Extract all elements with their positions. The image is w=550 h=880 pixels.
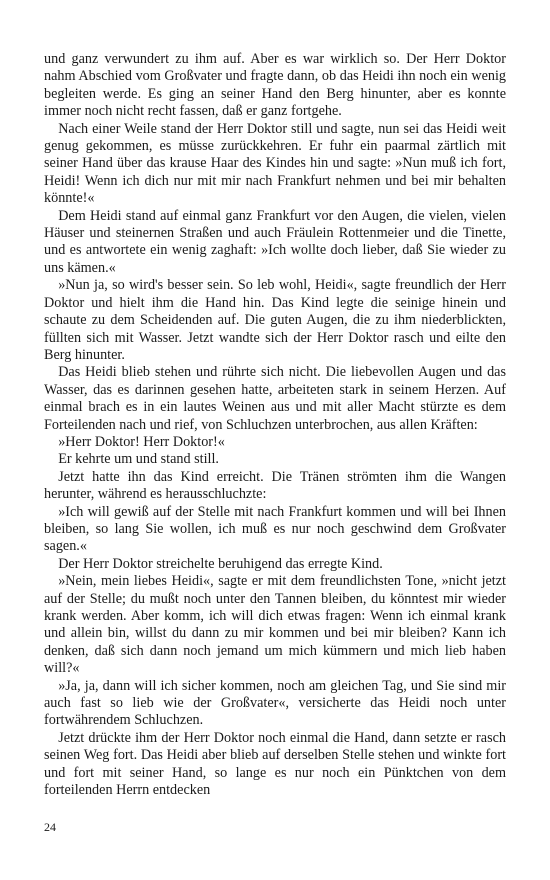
paragraph-8: Jetzt hatte ihn das Kind erreicht. Die Tränen strömten ihm die Wangen herunter, während es herausschluchzte:	[44, 468, 506, 503]
page-body	[44, 51, 506, 799]
paragraph-7: Er kehrte um und stand still.	[58, 451, 219, 468]
paragraph-10: Der Herr Doktor streichelte beruhigend das erregte Kind.	[58, 555, 383, 572]
paragraph-12: »Ja, ja, dann will ich sicher kommen, noch am gleichen Tag, und Sie sind mir auch fast so lieb wie der Großvater«, versicherte das Heidi noch unter fortwährendem Schluchzen.	[44, 677, 506, 729]
paragraph-3: Dem Heidi stand auf einmal ganz Frankfurt vor den Augen, die vielen, vielen Häuser und steinernen Straßen und auch Fräulein Rottenmeier und die Tinette, und es antwortete ein wenig zaghaft: »Ich wollte doch lieber, daß Sie wieder zu uns kämen.«	[44, 207, 506, 276]
paragraph-11: »Nein, mein liebes Heidi«, sagte er mit dem freundlichsten Tone, »nicht jetzt auf der Stelle; du mußt noch unter den Tannen bleiben, du könntest mir wieder krank werden. Aber komm, ich will dich etwas fragen: Wenn ich einmal krank und allein bin, willst du dann zu mir kommen und bei mir bleiben? Kann ich denken, daß sich dann noch jemand um mich kümmern und mich lieb haben will?«	[44, 573, 506, 677]
paragraph-6: »Herr Doktor! Herr Doktor!«	[58, 433, 225, 450]
paragraph-9: »Ich will gewiß auf der Stelle mit nach Frankfurt kommen und will bei Ihnen bleiben, so lang Sie wollen, ich muß es nur noch geschwind dem Großvater sagen.«	[44, 503, 506, 555]
page-number: 24	[44, 820, 56, 834]
paragraph-13: Jetzt drückte ihm der Herr Doktor noch einmal die Hand, dann setzte er rasch seinen Weg fort. Das Heidi aber blieb auf derselben Stelle stehen und winkte fort und fort mit seiner Hand, so lange es nur noch ein Pünktchen von dem forteilenden Herrn entdecken	[44, 729, 506, 799]
paragraph-4: »Nun ja, so wird's besser sein. So leb wohl, Heidi«, sagte freundlich der Herr Doktor und hielt ihm die Hand hin. Das Kind legte die seinige hinein und schaute zu dem Scheidenden auf. Die guten Augen, die zu ihm niederblickten, füllten sich mit Wasser. Jetzt wandte sich der Herr Doktor rasch und eilte den Berg hinunter.	[44, 277, 506, 363]
paragraph-1: und ganz verwundert zu ihm auf. Aber es war wirklich so. Der Herr Doktor nahm Abschied vom Großvater und fragte dann, ob das Heidi ihn noch ein wenig begleiten werde. Es ging an seiner Hand den Berg hinunter, aber es konnte immer noch nicht recht fassen, daß er ganz fortgehe.	[44, 51, 506, 120]
paragraph-5: Das Heidi blieb stehen und rührte sich nicht. Die liebevollen Augen und das Wasser, das es darinnen gesehen hatte, arbeiteten stark in seinem Herzen. Auf einmal brach es in ein lautes Weinen aus und mit aller Macht stürzte es dem Forteilenden nach und rief, von Schluchzen unterbrochen, aus allen Kräften:	[44, 364, 506, 433]
paragraph-2: Nach einer Weile stand der Herr Doktor still und sagte, nun sei das Heidi weit genug gekommen, es müsse zurückkehren. Er fuhr ein paarmal zärtlich mit seiner Hand über das krause Haar des Kindes hin und sagte: »Nun muß ich fort, Heidi! Wenn ich dich nur mit mir nach Frankfurt nehmen und bei mir behalten könnte!«	[44, 120, 506, 207]
